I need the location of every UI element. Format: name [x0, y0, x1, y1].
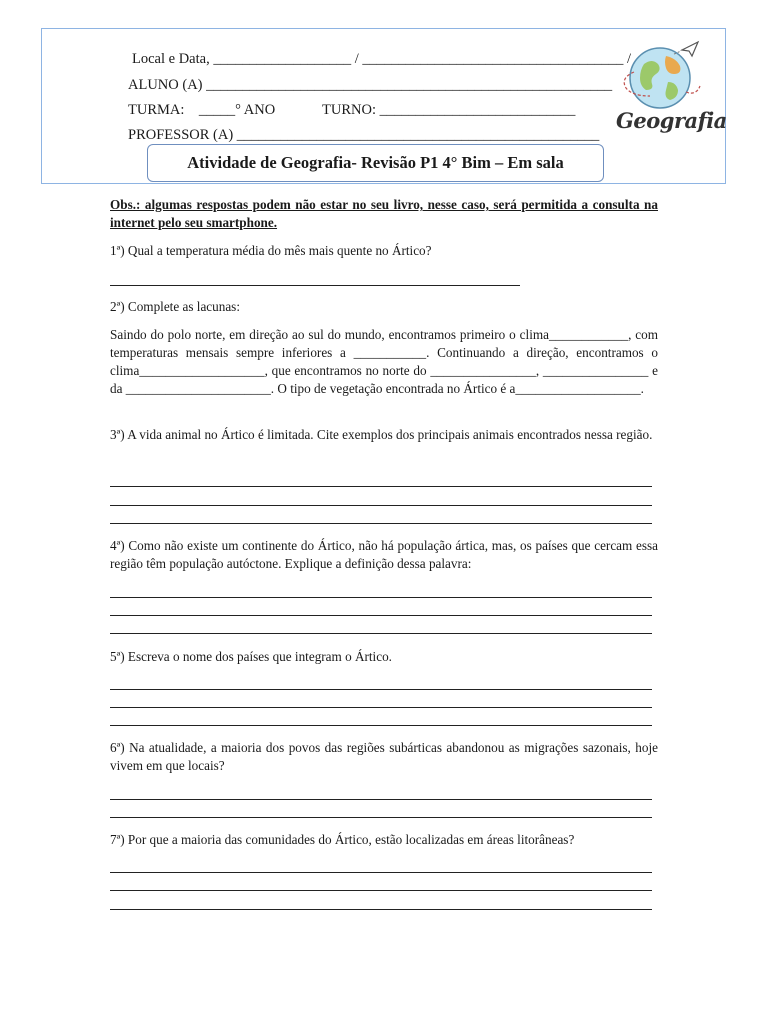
question-5: 5ª) Escreva o nome dos países que integram o Ártico.: [110, 649, 392, 664]
answer-line[interactable]: [110, 597, 652, 598]
question-1: 1ª) Qual a temperatura média do mês mais quente no Ártico?: [110, 243, 432, 258]
answer-line[interactable]: [110, 725, 652, 726]
observation-note: Obs.: algumas respostas podem não estar no seu livro, nesse caso, será permitida a consulta na internet pelo seu smartphone.: [110, 197, 658, 230]
question-2-text[interactable]: Saindo do polo norte, em direção ao sul do mundo, encontramos primeiro o clima____________, com temperaturas mensais sempre inferiores a ___________. Continuando a direção, encontramos o clima___________________, que encontramos no norte do ________________, ________________ e da ______________________. O tipo de vegetação encontrada no Ártico é a___________________.: [110, 327, 658, 396]
answer-line[interactable]: [110, 890, 652, 891]
answer-line[interactable]: [110, 817, 652, 818]
teacher-field[interactable]: PROFESSOR (A) __________________________________________________: [128, 127, 600, 143]
question-7: 7ª) Por que a maioria das comunidades do Ártico, estão localizadas em áreas litorâneas?: [110, 832, 575, 847]
answer-line[interactable]: [110, 872, 652, 873]
answer-line[interactable]: [110, 799, 652, 800]
answer-line[interactable]: [110, 505, 652, 506]
answer-line[interactable]: [110, 486, 652, 487]
answer-line[interactable]: [110, 909, 652, 910]
class-shift-field[interactable]: TURMA: _____° ANO TURNO: ___________________________: [128, 102, 576, 118]
answer-line[interactable]: [110, 523, 652, 524]
answer-line[interactable]: [110, 707, 652, 708]
question-2: 2ª) Complete as lacunas:: [110, 299, 240, 314]
activity-title: Atividade de Geografia- Revisão P1 4° Bim – Em sala: [147, 144, 604, 182]
answer-line[interactable]: [110, 633, 652, 634]
answer-line[interactable]: [110, 615, 652, 616]
local-data-field[interactable]: Local e Data, ___________________ / ____________________________________ /: [132, 51, 631, 67]
answer-line[interactable]: [110, 689, 652, 690]
question-6: 6ª) Na atualidade, a maioria dos povos das regiões subárticas abandonou as migrações sazonais, hoje vivem em que locais?: [110, 740, 658, 773]
logo-text: Geografia: [616, 108, 727, 133]
student-name-field[interactable]: ALUNO (A) ________________________________________________________: [128, 77, 613, 93]
question-4: 4ª) Como não existe um continente do Ártico, não há população ártica, mas, os países que cercam essa região têm população autóctone. Explique a definição dessa palavra:: [110, 538, 658, 571]
answer-line[interactable]: [110, 285, 520, 286]
question-3: 3ª) A vida animal no Ártico é limitada. Cite exemplos dos principais animais encontrados nessa região.: [110, 427, 653, 442]
